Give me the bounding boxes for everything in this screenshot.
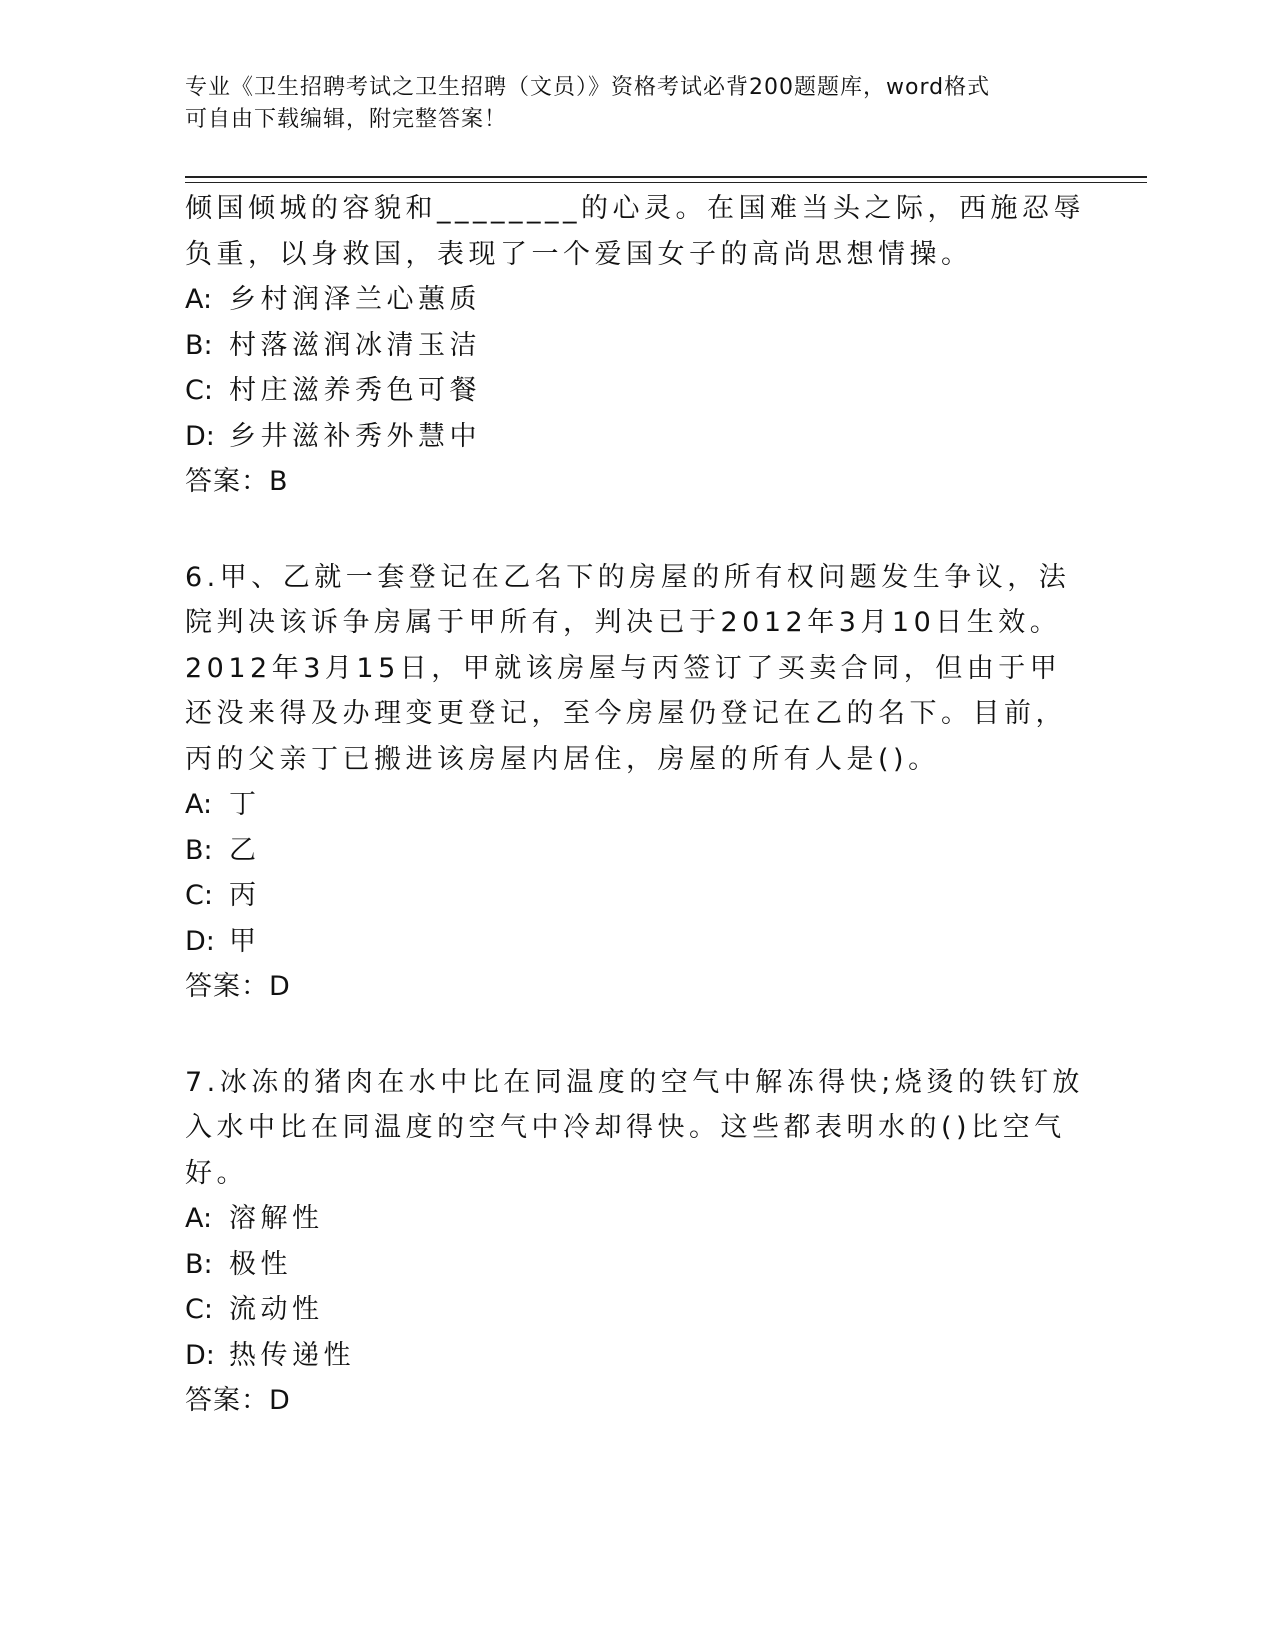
option-text: 乡村润泽兰心蕙质 [229, 284, 481, 315]
option-a [185, 1196, 1085, 1242]
answer-line: 答案：B [185, 466, 289, 497]
option-key: C: [185, 1294, 213, 1325]
header-title-line1: 专业《卫生招聘考试之卫生招聘（文员）》资格考试必背200题题库，word格式 [185, 75, 991, 100]
option-b [185, 1242, 1085, 1288]
spacer [185, 1010, 1085, 1060]
option-key: D: [185, 420, 215, 452]
option-text: 热传递性 [229, 1339, 355, 1371]
option-key: B: [185, 1248, 213, 1280]
option-a [185, 782, 1085, 828]
option-c [185, 873, 1085, 919]
option-d [185, 1333, 1085, 1379]
option-text: 极性 [229, 1248, 292, 1280]
option-text: 村庄滋养秀色可餐 [229, 375, 481, 406]
option-key: B: [185, 834, 213, 866]
option-b [185, 828, 1085, 874]
option-text: 甲 [229, 925, 261, 957]
option-a [185, 277, 1085, 323]
answer-line: 答案：D [185, 971, 291, 1002]
question-block-7 [185, 1060, 1085, 1424]
option-text: 丙 [229, 880, 261, 911]
question-text: 6.甲、乙就一套登记在乙名下的房屋的所有权问题发生争议，法院判决该诉争房属于甲所有，判决已于2012年3月10日生效。2012年3月15日，甲就该房屋与丙签订了买卖合同，但由于甲还没来得及办理变更登记，至今房屋仍登记在乙的名下。目前，丙的父亲丁已搬进该房屋内居住，房屋的所有人是()。 [185, 561, 1071, 775]
option-key: D: [185, 925, 215, 957]
option-b [185, 323, 1085, 369]
option-key: C: [185, 375, 213, 406]
header-divider-thick [185, 176, 1147, 178]
option-text: 乙 [229, 834, 261, 866]
header-title-line2: 可自由下载编辑，附完整答案！ [185, 107, 508, 132]
document-header [185, 72, 1085, 136]
question-text: 7.冰冻的猪肉在水中比在同温度的空气中解冻得快;烧烫的铁钉放入水中比在同温度的空气中冷却得快。这些都表明水的()比空气好。 [185, 1066, 1084, 1189]
spacer [185, 505, 1085, 555]
answer-line: 答案：D [185, 1385, 291, 1416]
question-block-6 [185, 555, 1085, 1010]
option-text: 乡井滋补秀外慧中 [229, 420, 481, 452]
option-key: A: [185, 284, 213, 315]
option-key: A: [185, 1203, 213, 1234]
option-text: 溶解性 [229, 1203, 324, 1234]
option-key: A: [185, 789, 213, 820]
option-d [185, 414, 1085, 460]
option-text: 流动性 [229, 1294, 324, 1325]
option-key: B: [185, 329, 213, 361]
option-c [185, 1287, 1085, 1333]
option-key: C: [185, 880, 213, 911]
option-text: 村落滋润冰清玉洁 [229, 329, 481, 361]
option-text: 丁 [229, 789, 261, 820]
question-block-5 [185, 186, 1085, 505]
option-d [185, 919, 1085, 965]
question-text: 倾国倾城的容貌和________的心灵。在国难当头之际，西施忍辱负重，以身救国，表现了一个爱国女子的高尚思想情操。 [185, 193, 1085, 270]
option-c [185, 368, 1085, 414]
option-key: D: [185, 1339, 215, 1371]
header-divider-thin [185, 182, 1147, 183]
question-list [185, 186, 1085, 1424]
